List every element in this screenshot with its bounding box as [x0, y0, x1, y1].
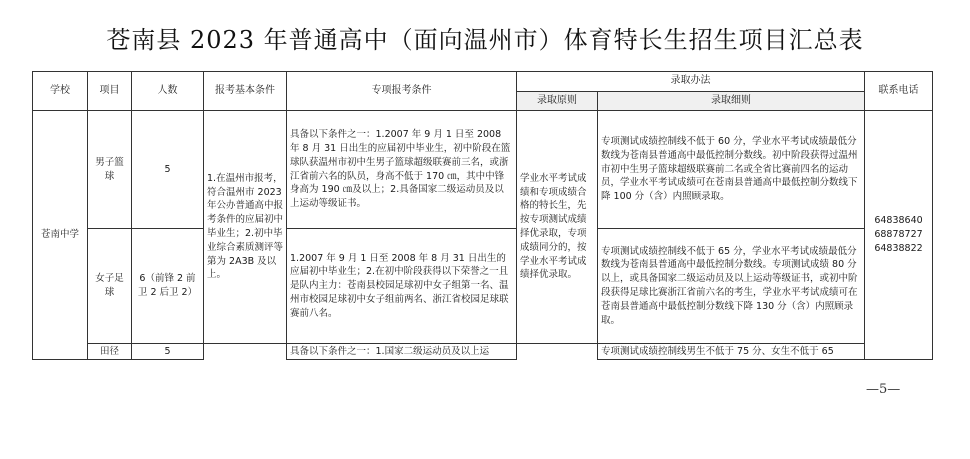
page-number: —5— [866, 382, 901, 397]
count-cell: 5 [132, 111, 204, 229]
admission-details-cell: 专项测试成绩控制线不低于 60 分，学业水平考试成绩最低分数线为苍南县普通高中最低控制分数线。初中阶段获得过温州市初中生男子篮球超级联赛前二名或全省比赛前四名的运动员，学业水平考试成绩可在苍南县普通高中最低控制分数线下降 100 分（含）内照顾录取。 [598, 111, 865, 229]
phone-number: 64838822 [874, 242, 923, 254]
special-condition-cell: 1.2007 年 9 月 1 日至 2008 年 8 月 31 日出生的应届初中毕业生；2.在初中阶段获得以下荣誉之一且是队内主力：苍南县校园足球初中女子组第一名、温州市校园足球初中女子组前两名、浙江省校园足球联赛前八名。 [287, 229, 517, 344]
phone-number: 68878727 [874, 229, 923, 241]
item-cell: 男子篮球 [88, 111, 132, 229]
header-admission-principle: 录取原则 [517, 91, 598, 111]
count-cell: 6（前锋 2 前卫 2 后卫 2） [132, 229, 204, 344]
header-special-condition: 专项报考条件 [287, 72, 517, 111]
item-cell: 田径 [88, 344, 132, 360]
header-school: 学校 [33, 72, 88, 111]
count-cell: 5 [132, 344, 204, 360]
recruitment-table [32, 71, 933, 360]
header-admission-method: 录取办法 [517, 72, 865, 92]
header-basic-condition: 报考基本条件 [204, 72, 287, 111]
header-item: 项目 [88, 72, 132, 111]
header-phone: 联系电话 [865, 72, 933, 111]
table-row [33, 111, 933, 229]
item-cell: 女子足球 [88, 229, 132, 344]
table-row [33, 344, 933, 360]
page-title: 苍南县 2023 年普通高中（面向温州市）体育特长生招生项目汇总表 [106, 26, 864, 54]
special-condition-cell: 具备以下条件之一：1.2007 年 9 月 1 日至 2008 年 8 月 31 日出生的应届初中毕业生，初中阶段在篮球队获温州市初中生男子篮球超级联赛前三名，或浙江省前六名的队员，身高不低于 170 ㎝，其中中锋身高为 190 ㎝及以上；2.具备国家二级运动员及以上运动等级证书。 [287, 111, 517, 229]
admission-details-cell: 专项测试成绩控制线男生不低于 75 分、女生不低于 65 [598, 344, 865, 360]
admission-principle-cell: 学业水平考试成绩和专项成绩合格的特长生，先按专项测试成绩择优录取，专项成绩同分的，按学业水平考试成绩择优录取。 [517, 111, 598, 344]
table-row [33, 229, 933, 344]
header-count: 人数 [132, 72, 204, 111]
basic-condition-cell: 1.在温州市报考，符合温州市 2023 年公办普通高中报考条件的应届初中毕业生；2.初中毕业综合素质测评等第为 2A3B 及以上。 [204, 111, 287, 344]
header-admission-details: 录取细则 [598, 91, 865, 111]
admission-details-cell: 专项测试成绩控制线不低于 65 分，学业水平考试成绩最低分数线为苍南县普通高中最低控制分数线。专项测试成绩 80 分以上，或具备国家二级运动员及以上运动等级证书，或初中阶段获得足球比赛浙江省前六名的考生，学业水平考试成绩可在苍南县普通高中最低控制分数线下降 130 分（含）内照顾录取。 [598, 229, 865, 344]
phone-cell [865, 111, 933, 360]
school-cell: 苍南中学 [33, 111, 88, 360]
special-condition-cell: 具备以下条件之一：1.国家二级运动员及以上运 [287, 344, 517, 360]
phone-number: 64838640 [874, 215, 923, 227]
